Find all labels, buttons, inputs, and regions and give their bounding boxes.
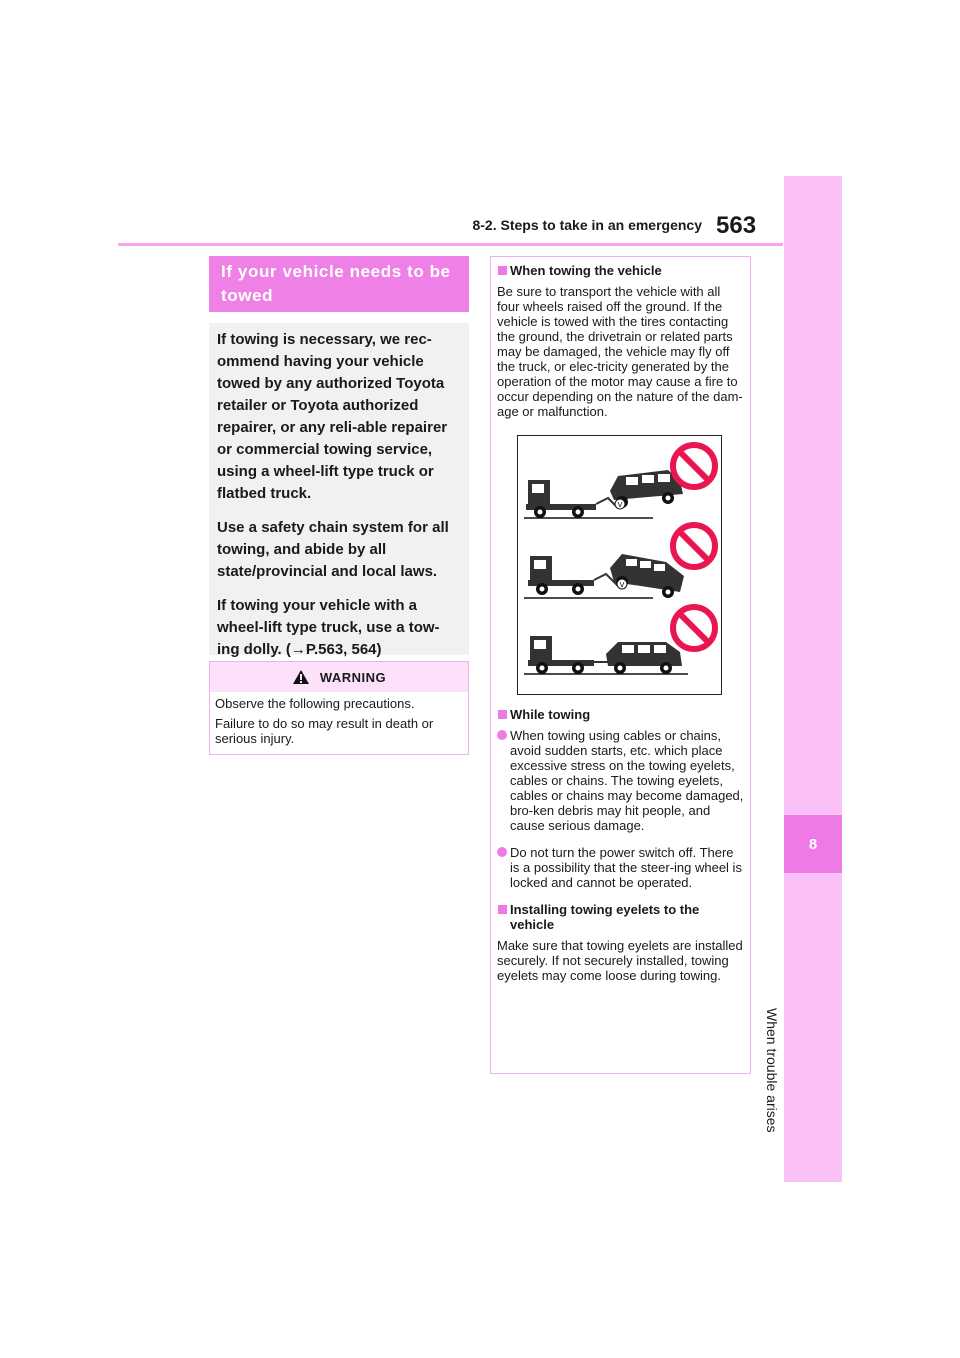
intro-paragraph-2: Use a safety chain system for all towing, and abide by all state/provincial and local laws. [217, 519, 449, 580]
while-towing-bullet-2: Do not turn the power switch off. There is a possibility that the steer-ing wheel is locked and cannot be operated. [497, 845, 744, 890]
topic-title: If your vehicle needs to be towed [209, 256, 469, 312]
header-rule [118, 243, 783, 246]
towing-prohibited-illustration [517, 435, 722, 695]
warning-text-1: Observe the following precautions. [215, 696, 415, 711]
intro-paragraph-1: If towing is necessary, we rec-ommend having your vehicle towed by any authorized Toyota retailer or Toyota authorized repairer, or any reli-able repairer or commercial towing service, using a wheel-lift type truck or flatbed truck. [217, 331, 448, 502]
intro-paragraph-3 [217, 595, 461, 661]
svg-text:V: V [619, 581, 625, 589]
prohibition-icon [673, 525, 715, 567]
chapter-side-strip [784, 176, 842, 1182]
intro-box [209, 323, 469, 658]
prohibition-icon [673, 607, 715, 649]
warning-header [210, 662, 468, 692]
tow-scene-1 [524, 470, 683, 518]
page-number: 563 [716, 212, 757, 239]
warning-text-2: Failure to do so may result in death or serious injury. [215, 716, 434, 746]
heading-when-towing: When towing the vehicle [497, 263, 744, 278]
chapter-title: When trouble arises [764, 1008, 780, 1133]
svg-text:V: V [617, 501, 623, 509]
chapter-number: 8 [784, 815, 842, 873]
caution-details-box [490, 256, 751, 1074]
page-reference-link[interactable]: →P.563, 564) [290, 641, 382, 658]
intro-paragraph-3-text: If towing your vehicle with a wheel-lift type truck, use a tow-ing dolly. ( [217, 597, 440, 658]
towing-diagram [518, 436, 721, 694]
heading-installing-eyelets: Installing towing eyelets to the vehicle [497, 902, 744, 932]
tow-scene-3 [524, 636, 688, 674]
warning-triangle-icon [292, 669, 310, 685]
installing-eyelets-text: Make sure that towing eyelets are installed securely. If not securely installed, towing eyelets may come loose during towing. [497, 938, 743, 983]
when-towing-text: Be sure to transport the vehicle with all four wheels raised off the ground. If the vehicle is towed with the tires contacting the ground, the drivetrain or related parts may be damaged, the vehicle may fly off the truck, or elec-tricity generated by the operation of the motor may cause a fire to occur depending on the nature of the dam-age or malfunction. [497, 284, 743, 419]
prohibition-icon [673, 445, 715, 487]
section-title: 8-2. Steps to take in an emergency [472, 217, 702, 233]
heading-while-towing: While towing [497, 707, 744, 722]
tow-scene-2 [524, 554, 684, 598]
warning-title: WARNING [319, 669, 387, 685]
while-towing-bullet-1: When towing using cables or chains, avoid sudden starts, etc. which place excessive stress on the towing eyelets, cables or chains. The towing eyelets, cables or chains may become damaged, bro-ken debris may hit people, and cause serious damage. [497, 728, 744, 833]
warning-box [209, 661, 469, 755]
